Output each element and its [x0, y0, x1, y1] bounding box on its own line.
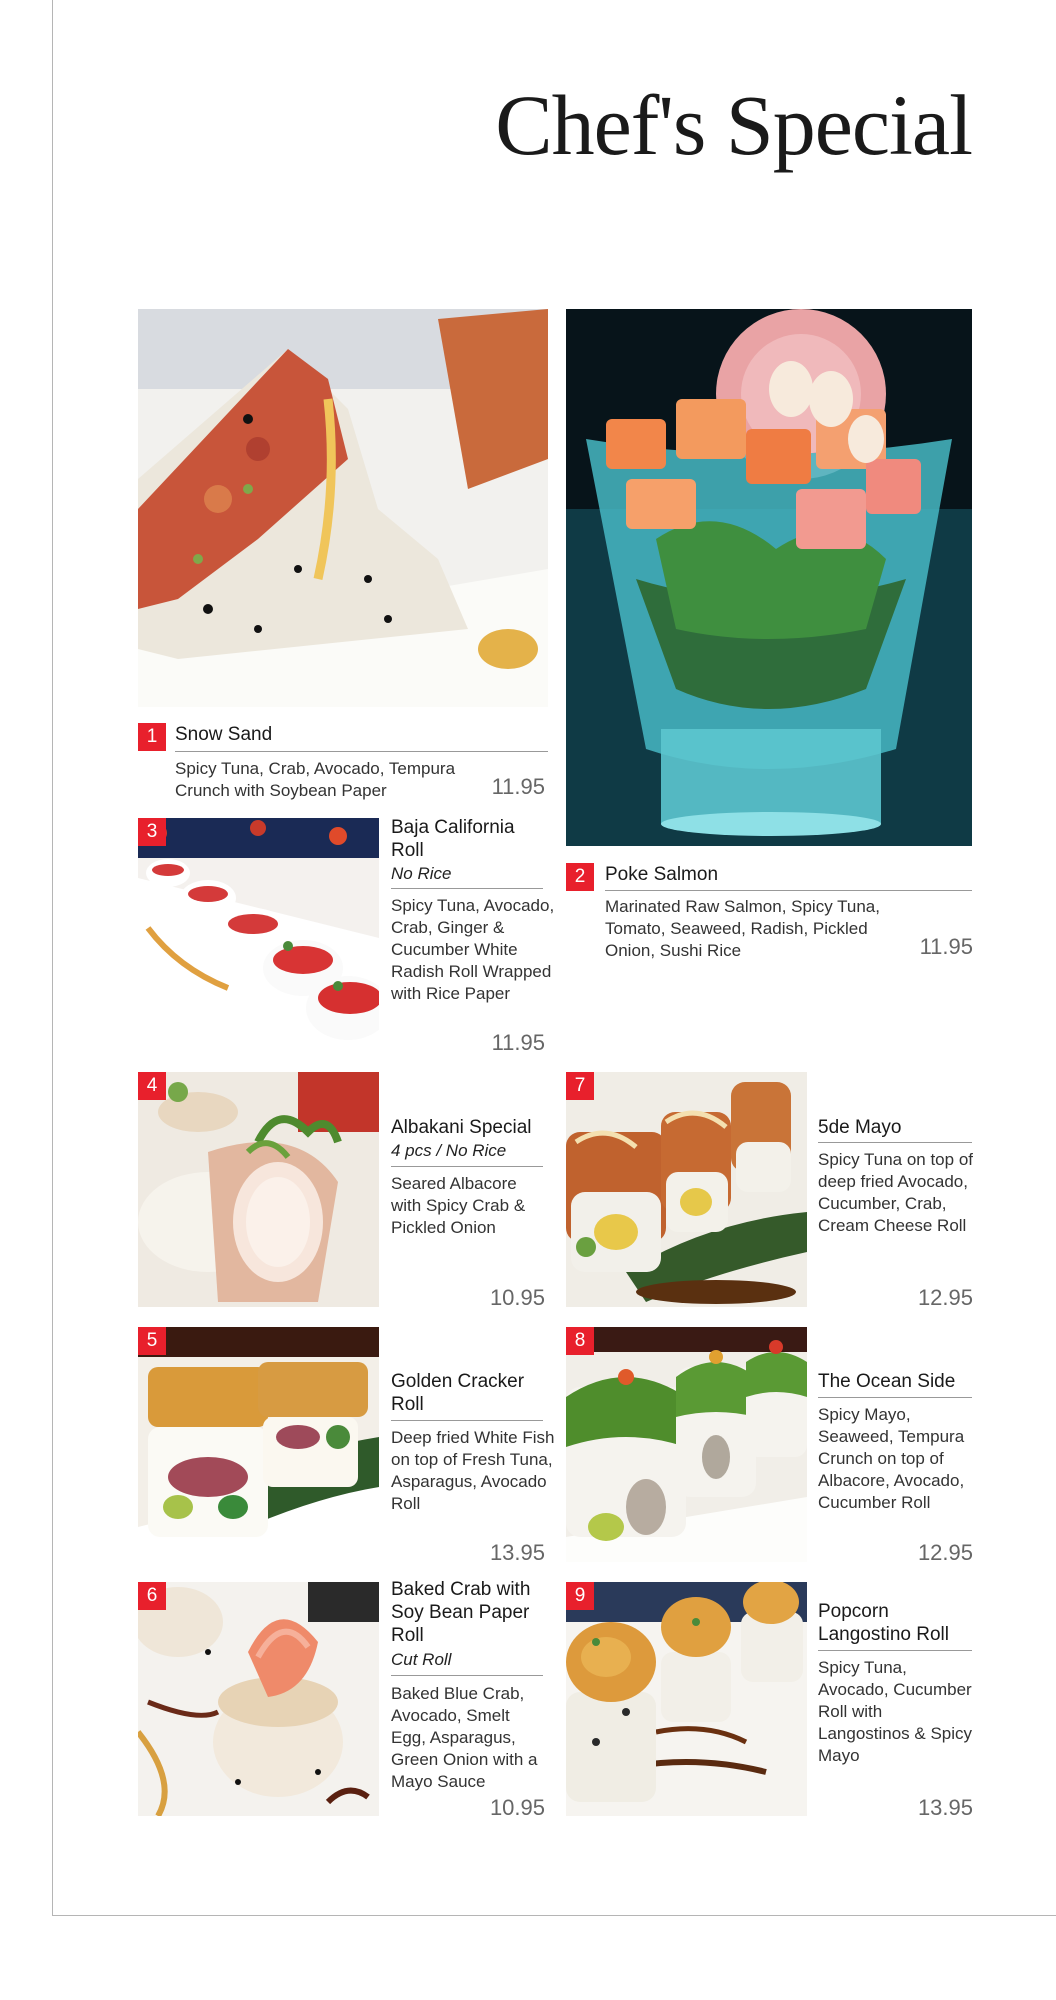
item-description: Spicy Tuna, Crab, Avocado, Tempura Crunch with Soybean Paper [175, 759, 456, 800]
poke-salmon-photo [566, 309, 972, 846]
albakani-special-photo [138, 1072, 379, 1307]
item-name: Golden Cracker Roll [391, 1371, 525, 1415]
item-price: 10.95 [489, 1795, 545, 1820]
item-divider [391, 1420, 543, 1421]
item-price: 11.95 [491, 774, 545, 799]
item-description: Spicy Mayo, Seaweed, Tempura Crunch on top of Albacore, Avocado, Cucumber Roll [818, 1405, 965, 1512]
item-description: Marinated Raw Salmon, Spicy Tuna, Tomato, Seaweed, Radish, Pickled Onion, Sushi Rice [605, 897, 880, 960]
baked-crab-photo [138, 1582, 379, 1816]
item-number-badge: 7 [566, 1072, 594, 1100]
item-divider [818, 1650, 972, 1651]
item-price: 12.95 [917, 1285, 973, 1310]
baja-california-roll-photo [138, 818, 379, 1052]
item-description: Spicy Tuna on top of deep fried Avocado, Cucumber, Crab, Cream Cheese Roll [818, 1150, 973, 1235]
item-divider [818, 1397, 972, 1398]
item-divider [391, 1166, 543, 1167]
item-number-badge: 6 [138, 1582, 166, 1610]
popcorn-langostino-roll-photo [566, 1582, 807, 1816]
5de-mayo-photo [566, 1072, 807, 1307]
item-price: 13.95 [489, 1540, 545, 1565]
page-title: Chef's Special [495, 77, 972, 173]
item-description: Seared Albacore with Spicy Crab & Pickled Onion [391, 1174, 526, 1237]
the-ocean-side-photo [566, 1327, 807, 1562]
item-description: Deep fried White Fish on top of Fresh Tuna, Asparagus, Avocado Roll [391, 1428, 555, 1513]
item-number-badge: 8 [566, 1327, 594, 1355]
item-name: Snow Sand [175, 724, 273, 745]
item-name: Baked Crab with Soy Bean Paper Roll [391, 1579, 531, 1646]
item-price: 11.95 [491, 1030, 545, 1055]
item-subtitle: Cut Roll [391, 1650, 452, 1669]
item-price: 11.95 [919, 934, 973, 959]
item-divider [391, 1675, 543, 1676]
item-subtitle: No Rice [391, 864, 452, 883]
item-name: Albakani Special [391, 1117, 532, 1138]
item-number-badge: 9 [566, 1582, 594, 1610]
item-name: The Ocean Side [818, 1371, 956, 1392]
item-name: Baja California Roll [391, 817, 515, 861]
item-number-badge: 2 [566, 863, 594, 891]
item-description: Spicy Tuna, Avocado, Cucumber Roll with Langostinos & Spicy Mayo [818, 1658, 973, 1765]
item-divider [175, 751, 548, 752]
item-number-badge: 1 [138, 723, 166, 751]
golden-cracker-roll-photo [138, 1327, 379, 1562]
item-price: 12.95 [917, 1540, 973, 1565]
item-name: Popcorn Langostino Roll [818, 1601, 949, 1645]
item-divider [605, 890, 972, 891]
snow-sand-photo [138, 309, 548, 707]
item-description: Baked Blue Crab, Avocado, Smelt Egg, Asparagus, Green Onion with a Mayo Sauce [391, 1684, 538, 1791]
item-number-badge: 3 [138, 818, 166, 846]
item-divider [391, 888, 543, 889]
item-divider [818, 1142, 972, 1143]
item-price: 13.95 [917, 1795, 973, 1820]
item-description: Spicy Tuna, Avocado, Crab, Ginger & Cucumber White Radish Roll Wrapped with Rice Paper [391, 896, 555, 1003]
item-name: Poke Salmon [605, 864, 719, 885]
item-number-badge: 5 [138, 1327, 166, 1355]
item-name: 5de Mayo [818, 1117, 902, 1138]
item-number-badge: 4 [138, 1072, 166, 1100]
item-price: 10.95 [489, 1285, 545, 1310]
item-subtitle: 4 pcs / No Rice [391, 1141, 507, 1160]
